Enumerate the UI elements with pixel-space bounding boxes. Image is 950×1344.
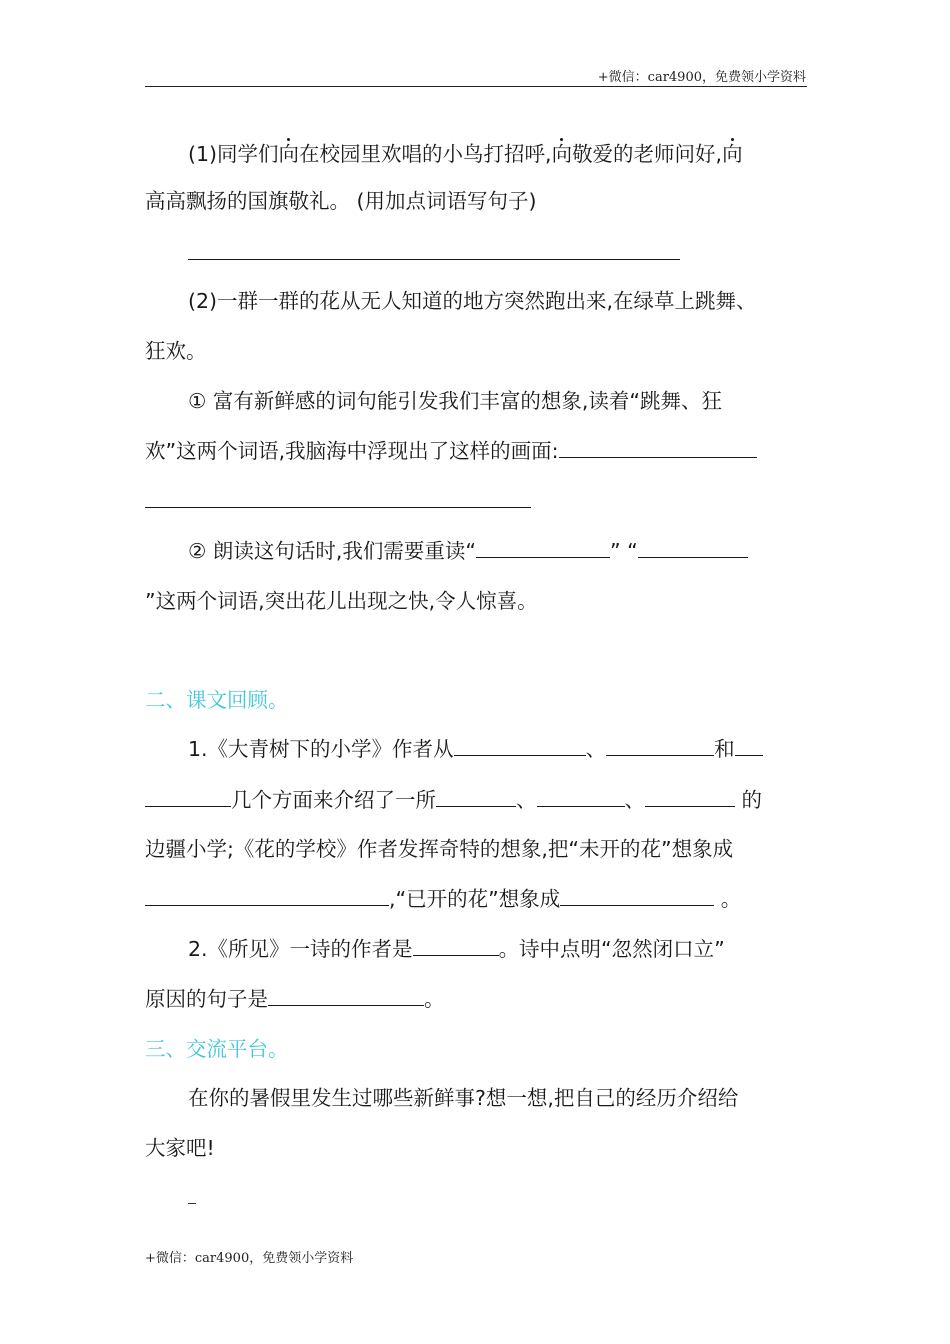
answer-blank[interactable] xyxy=(735,737,763,756)
answer-blank[interactable] xyxy=(476,539,610,558)
s2-item1-line2 xyxy=(145,786,807,814)
s2-item2-line1 xyxy=(188,935,808,963)
emphasis-dot-word: 向 xyxy=(722,142,743,166)
q1-sub1-line2 xyxy=(145,437,807,465)
q1-p1-text-b: 在校园里欢唱的小鸟打招呼, xyxy=(299,142,552,166)
s2-item2-text-d: 。 xyxy=(424,987,445,1011)
s2-item2-line2 xyxy=(145,985,807,1013)
answer-blank[interactable] xyxy=(268,987,424,1006)
s3-line2: 大家吧! xyxy=(145,1136,215,1160)
header-rule xyxy=(145,86,807,87)
answer-blank[interactable] xyxy=(537,788,625,807)
q1-sub2-text-a: ② 朗读这句话时,我们需要重读“ xyxy=(188,539,477,563)
s2-item1-text-a: 1.《大青树下的小学》作者从 xyxy=(188,737,454,761)
answer-blank[interactable] xyxy=(145,788,231,807)
s2-item2-text-b: 。诗中点明“忽然闭口立” xyxy=(498,937,725,961)
q1-p1-text-c: 敬爱的老师问好, xyxy=(572,142,723,166)
q1-sub2-line1 xyxy=(188,537,808,565)
answer-line[interactable] xyxy=(145,507,531,508)
s2-item1-text-i: 。 xyxy=(714,887,742,911)
answer-blank[interactable] xyxy=(606,737,714,756)
q1-p1-text-a: (1)同学们 xyxy=(188,142,279,166)
s2-item1-line4 xyxy=(145,885,807,913)
s2-item1-line1 xyxy=(188,735,808,763)
q1-sub1-text: 欢”这两个词语,我脑海中浮现出了这样的画面: xyxy=(145,439,559,463)
header-note: +微信：car4900，免费领小学资料 xyxy=(597,70,806,85)
footer-note: +微信：car4900，免费领小学资料 xyxy=(145,1251,354,1266)
q1-sub2-text-b: ” “ xyxy=(610,539,638,563)
answer-line-stub[interactable] xyxy=(188,1203,196,1204)
s2-item1-text-f: 、 xyxy=(624,788,645,812)
s2-item1-text-g: 的 xyxy=(735,788,763,812)
section2-title: 二、课文回顾。 xyxy=(145,688,289,712)
answer-blank[interactable] xyxy=(559,439,757,458)
emphasis-dot-word: 向 xyxy=(551,142,573,166)
answer-blank[interactable] xyxy=(560,887,714,906)
s2-item1-text-e: 、 xyxy=(516,788,537,812)
answer-blank[interactable] xyxy=(145,887,389,906)
answer-line[interactable] xyxy=(188,259,680,260)
s2-item1-line3: 边疆小学;《花的学校》作者发挥奇特的想象,把“未开的花”想象成 xyxy=(145,837,734,861)
answer-blank[interactable] xyxy=(413,937,499,956)
s2-item2-text-c: 原因的句子是 xyxy=(145,987,268,1011)
s2-item1-text-d: 几个方面来介绍了一所 xyxy=(231,788,436,812)
s3-line1: 在你的暑假里发生过哪些新鲜事?想一想,把自己的经历介绍给 xyxy=(188,1086,739,1110)
s2-item1-text-c: 和 xyxy=(714,737,735,761)
q1-sub2-line2: ”这两个词语,突出花儿出现之快,令人惊喜。 xyxy=(145,589,538,613)
answer-blank[interactable] xyxy=(645,788,735,807)
q1-p2-line1: (2)一群一群的花从无人知道的地方突然跑出来,在绿草上跳舞、 xyxy=(188,289,757,313)
s2-item2-text-a: 2.《所见》一诗的作者是 xyxy=(188,937,413,961)
emphasis-dot-word: 向 xyxy=(278,142,300,166)
q1-p1-line1 xyxy=(188,140,808,168)
s2-item1-text-b: 、 xyxy=(585,737,607,761)
answer-blank[interactable] xyxy=(454,737,586,756)
answer-blank[interactable] xyxy=(638,539,748,558)
s2-item1-text-h: ,“已开的花”想象成 xyxy=(389,887,561,911)
q1-p2-line2: 狂欢。 xyxy=(145,339,207,363)
section3-title: 三、交流平台。 xyxy=(145,1037,289,1061)
q1-p1-line2: 高高飘扬的国旗敬礼。 (用加点词语写句子) xyxy=(145,189,537,213)
q1-sub1-line1: ① 富有新鲜感的词句能引发我们丰富的想象,读着“跳舞、狂 xyxy=(188,389,723,413)
answer-blank[interactable] xyxy=(436,788,516,807)
